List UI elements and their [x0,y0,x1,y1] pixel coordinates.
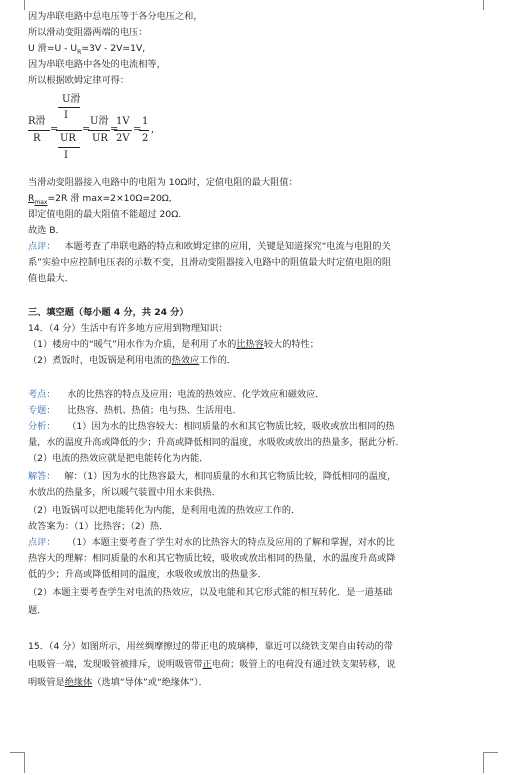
text-span: =3V - 2V=1V, [81,43,146,54]
formula-u-hua-top: U滑 [62,94,81,105]
text-span: 明吸管是 [28,677,65,688]
comment-line [28,240,391,253]
text-line: （2）电流的热效应就是把电能转化为内能． [28,453,209,464]
formula-1v: 1V [116,116,130,127]
crop-mark-bottom-right [483,752,498,773]
crop-mark-top-left [10,0,25,10]
fenxi-label: 分析： [28,421,56,432]
formula-2v: 2V [116,133,130,144]
text-span: =2R 滑 max=2×10Ω=20Ω, [47,193,172,204]
text-span: （1）因为水的比热容较大：相同质量的水和其它物质比较，吸收或放出相同的热 [67,421,395,432]
text-line: 系”实验中应控制电压表的示数不变，且滑动变阻器接入电路中的阻值最大时定值电阻的阻 [28,257,392,268]
text-line: 因为串联电路中总电压等于各分电压之和， [28,11,203,22]
text-line: 低的少；升高或降低相同的温度，水吸收或放出的热量多． [28,569,267,580]
formula-eq: = [133,124,142,135]
text-span: R [28,193,35,204]
text-span: 电吸管一端，发现吸管被排斥，说明吸管带 [28,659,203,670]
text-line [28,338,319,351]
formula-i-top: I [64,110,68,121]
text-span: 本题考查了串联电路的特点和欧姆定律的应用，关键是知道探究“电流与电阻的关 [64,241,391,252]
formula-r: R [33,133,41,144]
text-line: （2）电饭锅可以把电能转化为内能，是利用电流的热效应工作的． [28,505,301,516]
formula-eq: = [50,124,59,135]
comment-label: 点评： [28,241,56,252]
text-line [28,354,236,367]
kaodian-label: 考点： [28,389,56,400]
zhuanti-line [28,404,242,417]
formula-eq: = [110,124,119,135]
text-line: 当滑动变阻器接入电路中的电阻为 10Ω时，定值电阻的最大阻值： [28,177,298,188]
text-line [28,192,172,209]
formula-1: 1 [142,116,149,127]
formula-ur-mid: UR [60,133,76,144]
crop-mark-top-right [483,0,498,10]
text-span: U 滑=U - U [28,43,78,54]
answer-blank: 热效应 [171,355,200,366]
jieda-label: 解答： [28,471,56,482]
text-line: 量，水的温度升高或降低的少；升高或降低相同的温度，水吸收或放出的热量多，据此分析． [28,437,405,448]
text-line: 故选 B． [28,225,65,236]
formula-eq: = [82,124,91,135]
text-span: 较大的特性； [263,339,319,350]
subscript: max [34,198,48,206]
text-line: 所以根据欧姆定律可得： [28,75,130,86]
text-span: 比热容、热机、热值；电与热、生活用电． [67,405,242,416]
dianping-line [28,536,395,549]
subscript: R [77,48,82,56]
jieda-line [28,470,396,483]
text-line: 水放出的热量多，所以暖气装置中用水来供热． [28,487,221,498]
text-span: 水的比热容的特点及应用；电流的热效应、化学效应和磁效应． [67,389,325,400]
crop-mark-bottom-left [10,752,25,773]
formula-2: 2 [142,133,149,144]
fenxi-line [28,420,395,433]
text-line [28,42,145,59]
text-line: （2）本题主要考查学生对电流的热效应，以及电能和其它形式能的相互转化．是一道基础 [28,587,393,598]
text-span: （1）本题主要考查了学生对水的比热容大的特点及应用的了解和掌握，对水的比 [67,537,395,548]
text-span: （1）楼房中的“暖气”用水作为介质，是利用了水的 [28,339,237,350]
answer-blank: 正 [202,659,212,670]
formula-ur: UR [92,133,108,144]
text-line: 题． [28,605,47,616]
answer-blank: 比热容 [236,339,264,350]
section-heading: 三、填空题（每小题 4 分，共 24 分） [28,307,189,318]
question-14: 14．（4 分）生活中有许多地方应用到物理知识： [28,323,228,334]
text-line: 热容大的理解：相同质量的水和其它物质比较，吸收或放出相同的热量，水的温度升高或降 [28,553,396,564]
formula-u-hua: U滑 [90,116,109,127]
text-span: 工作的． [199,355,236,366]
question-15: 15．（4 分）如图所示，用丝绸摩擦过的带正电的玻璃棒，靠近可以绕铁支架自由转动的带 [28,641,393,652]
dianping-label: 点评： [28,537,56,548]
text-line: 即定值电阻的最大阻值不能超过 20Ω. [28,209,182,220]
formula-i-bottom: I [64,150,68,161]
text-span: 电荷；吸管上的电荷没有通过铁支架转移，说 [211,659,396,670]
answer-blank: 绝缘体 [64,677,93,688]
kaodian-line [28,388,325,401]
text-span: （选填“导体”或“绝缘体”）． [92,677,208,688]
text-span: 解：（1）因为水的比热容最大，相同质量的水和其它物质比较，降低相同的温度， [64,471,397,482]
text-span: （2）煮饭时，电饭锅是利用电流的 [28,355,172,366]
formula-r-hua: R滑 [28,116,46,127]
answer-line: 故答案为：（1）比热容；（2）热． [28,521,169,532]
formula-comma: , [151,124,155,135]
text-line [28,658,396,671]
text-line: 值也最大． [28,273,74,284]
zhuanti-label: 专题： [28,405,56,416]
text-line [28,676,208,689]
text-line: 因为串联电路中各处的电流相等， [28,59,166,70]
text-line: 所以滑动变阻器两端的电压： [28,27,148,38]
